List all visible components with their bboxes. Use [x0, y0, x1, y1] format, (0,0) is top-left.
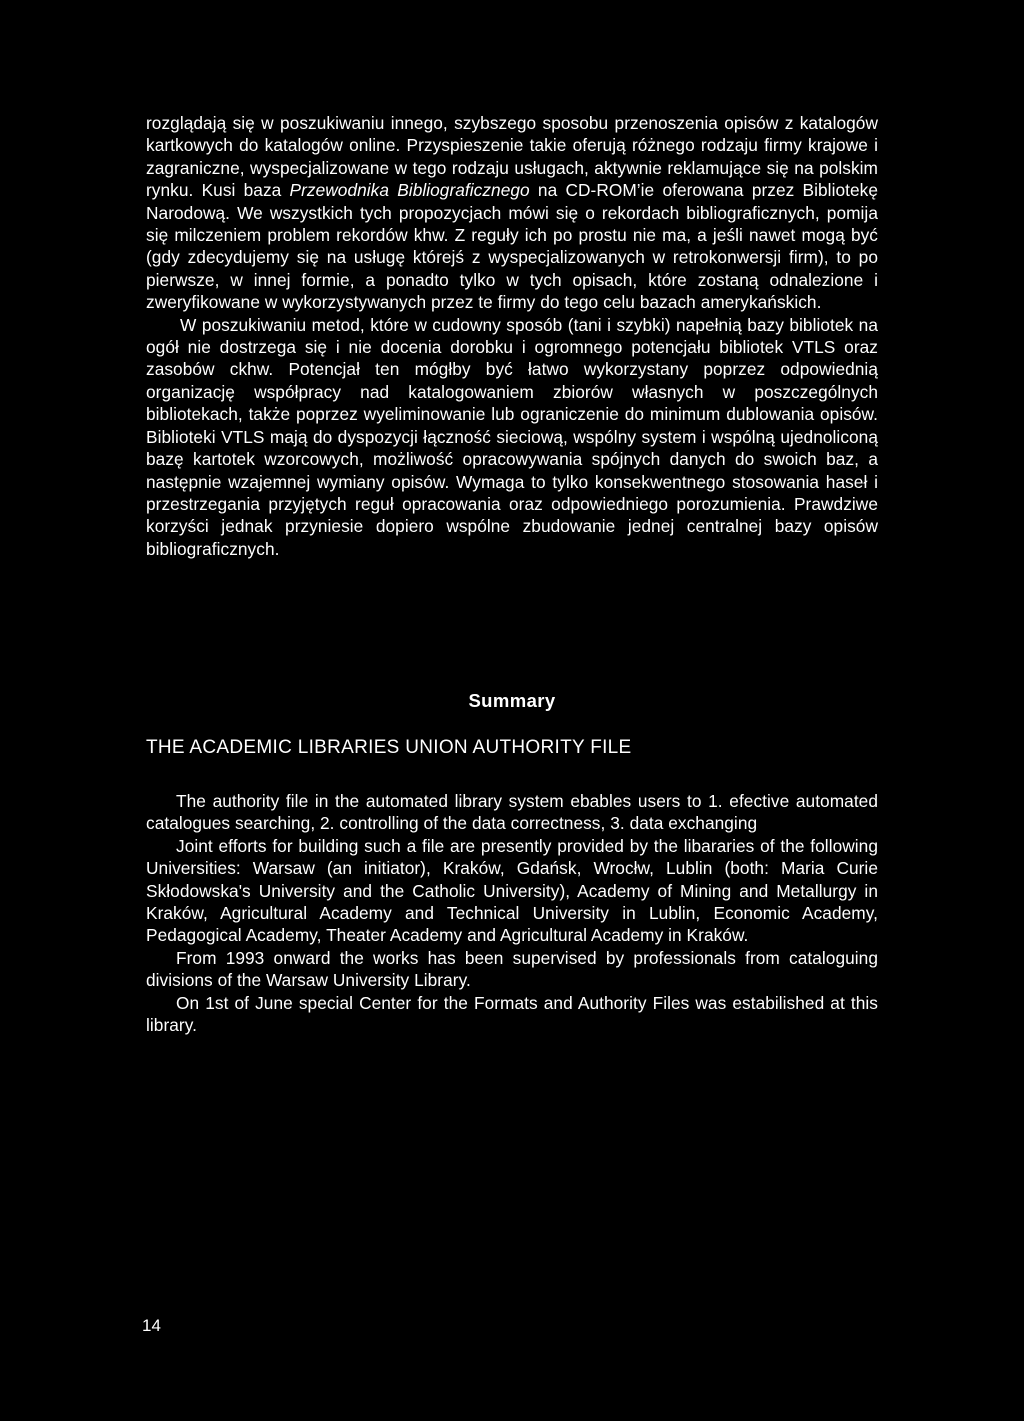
polish-paragraph-2: W poszukiwaniu metod, które w cudowny sposób (tani i szybki) napełnią bazy bibliotek na ogół nie dostrzega się i nie docenia dorobku i ogromnego potencjału bibliotek VTLS oraz zasobów ckhw. Potencjał ten mógłby być łatwo wykorzystany poprzez odpowiednią organizację współpracy nad katalogowaniem zbiorów własnych w poszczególnych bibliotekach, także poprzez wyeliminowanie lub ograniczenie do minimum dublowania opisów. Biblioteki VTLS mają do dyspozycji łączność sieciową, wspólny system i wspólną ujednoliconą bazę kartotek wzorcowych, możliwość opracowywania spójnych danych do swoich baz, a następnie wzajemnej wymiany opisów. Wymaga to tylko konsekwentnego stosowania haseł i przestrzegania przyjętych reguł opracowania oraz odpowiedniego porozumienia. Prawdziwe korzyści jednak przyniesie dopiero wspólne zbudowanie jednej centralnej bazy opisów bibliograficznych. [146, 314, 878, 559]
page-number: 14 [142, 1316, 161, 1335]
polish-body-text [146, 112, 878, 560]
polish-paragraph-1-end: na CD-ROM’ie oferowana przez Bibliotekę Narodową. We wszystkich tych propozycjach mówi się o rekordach bibliograficznych, pomija się milczeniem problem rekordów khw. Z reguły ich po prostu nie ma, a jeśli nawet mogą być (gdy zdecydujemy się na usługę którejś z wyspecjalizowanych w retrokonwersji firm), to po pierwsze, w innej formie, a ponadto tylko w tych opisach, które zostaną odnalezione i zweryfikowane w wykorzystywanych przez te firmy do tego celu bazach amerykańskich. [146, 180, 878, 313]
summary-paragraph-3: From 1993 onward the works has been supervised by professionals from cataloguing divisions of the Warsaw University Library. [146, 947, 878, 991]
polish-paragraph-1-start: rozglądają się w poszukiwaniu innego, szybszego sposobu przenoszenia opisów z katalogów kartkowych do katalogów online. Przyspieszenie takie oferują różnego rodzaju firmy krajowe i zagraniczne, wyspecjalizowane w tego rodzaju usługach, aktywnie reklamujące się na polskim rynku. Kusi baza [146, 113, 878, 201]
polish-paragraph-1 [146, 112, 878, 314]
summary-paragraph-2: Joint efforts for building such a file are presently provided by the libararies of the following Universities: Warsaw (an initiator), Kraków, Gdańsk, Wrocłw, Lublin (both: Maria Curie Skłodowska's University and the Catholic University), Academy of Mining and Metallurgy in Kraków, Agricultural Academy and Technical University in Lublin, Economic Academy, Pedagogical Academy, Theater Academy and Agricultural Academy in Kraków. [146, 835, 878, 946]
summary-heading: Summary [468, 690, 556, 711]
summary-title: THE ACADEMIC LIBRARIES UNION AUTHORITY FILE [146, 737, 632, 758]
summary-paragraph-1: The authority file in the automated library system ebables users to 1. efective automated catalogues searching, 2. controlling of the data correctness, 3. data exchanging [146, 791, 878, 834]
summary-body-text [146, 790, 878, 1036]
italic-title-przewodnik: Przewodnika Bibliograficznego [289, 180, 530, 201]
summary-paragraph-4: On 1st of June special Center for the Formats and Authority Files was estabilished at this library. [146, 992, 878, 1036]
